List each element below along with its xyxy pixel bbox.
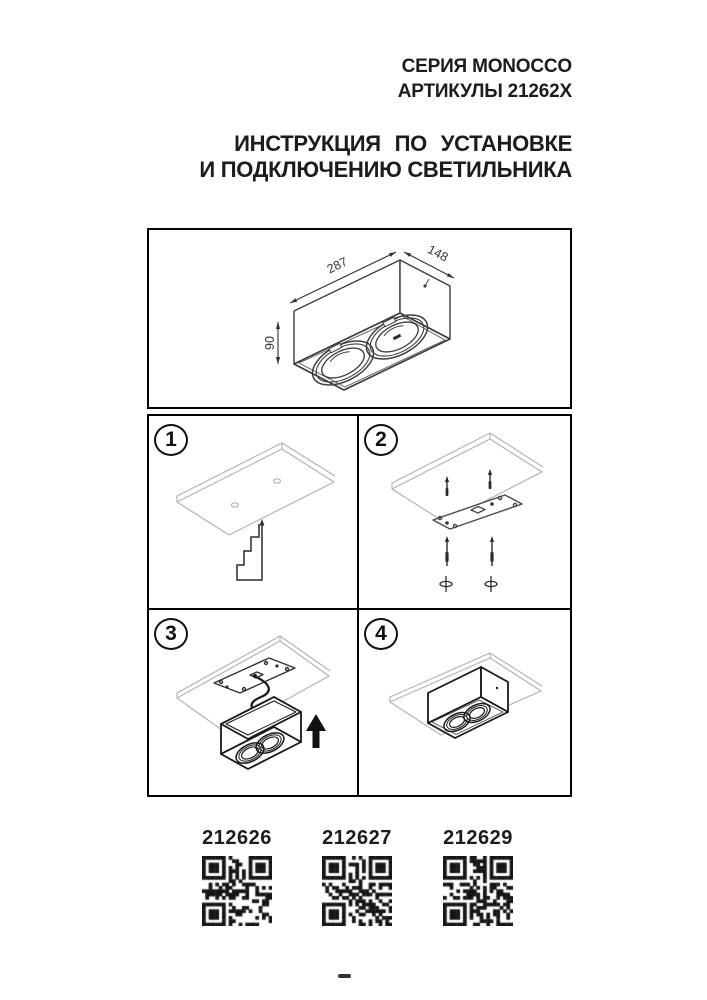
title-line-2: И ПОДКЛЮЧЕНИЮ СВЕТИЛЬНИКА — [199, 157, 572, 182]
dim-width-label: 148 — [425, 242, 451, 265]
ceiling-panel — [177, 443, 335, 535]
up-arrow-icon — [306, 714, 326, 748]
fixture-box — [428, 667, 508, 738]
dim-height-label: 90 — [263, 336, 277, 350]
step-4-badge: 4 — [364, 618, 398, 650]
dimension-drawing-panel — [147, 228, 572, 409]
qr-code — [202, 856, 272, 926]
products-row — [0, 827, 707, 937]
page-title — [199, 131, 572, 183]
fixture-dimension-drawing — [149, 230, 570, 407]
product-code: 212629 — [443, 827, 513, 849]
dimension-height — [263, 322, 280, 364]
step-3-panel — [149, 610, 359, 795]
product-212626 — [196, 827, 278, 926]
product-212627 — [316, 827, 398, 926]
step-2-panel — [359, 416, 570, 610]
fixture-box — [294, 260, 450, 390]
articles-label: АРТИКУЛЫ 21262X — [397, 81, 572, 102]
qr-code — [322, 856, 392, 926]
anchors — [440, 576, 497, 592]
series-label: СЕРИЯ MONOCCO — [401, 56, 572, 77]
step-1-panel — [149, 416, 359, 610]
dim-length-label: 287 — [324, 254, 350, 277]
page-marker-dash — [338, 974, 351, 978]
qr-code — [443, 856, 513, 926]
step-2-badge: 2 — [364, 424, 398, 456]
lower-screws — [445, 536, 494, 566]
step-4-panel — [359, 610, 570, 795]
side-mark — [496, 687, 498, 689]
product-code: 212627 — [322, 827, 392, 849]
product-code: 212626 — [202, 827, 272, 849]
installation-steps-grid — [147, 414, 572, 797]
title-line-1: ИНСТРУКЦИЯ ПО УСТАНОВКЕ — [234, 131, 572, 156]
product-212629 — [437, 827, 519, 926]
step-3-badge: 3 — [154, 618, 188, 650]
step-1-badge: 1 — [154, 424, 188, 456]
header-block — [398, 54, 572, 104]
